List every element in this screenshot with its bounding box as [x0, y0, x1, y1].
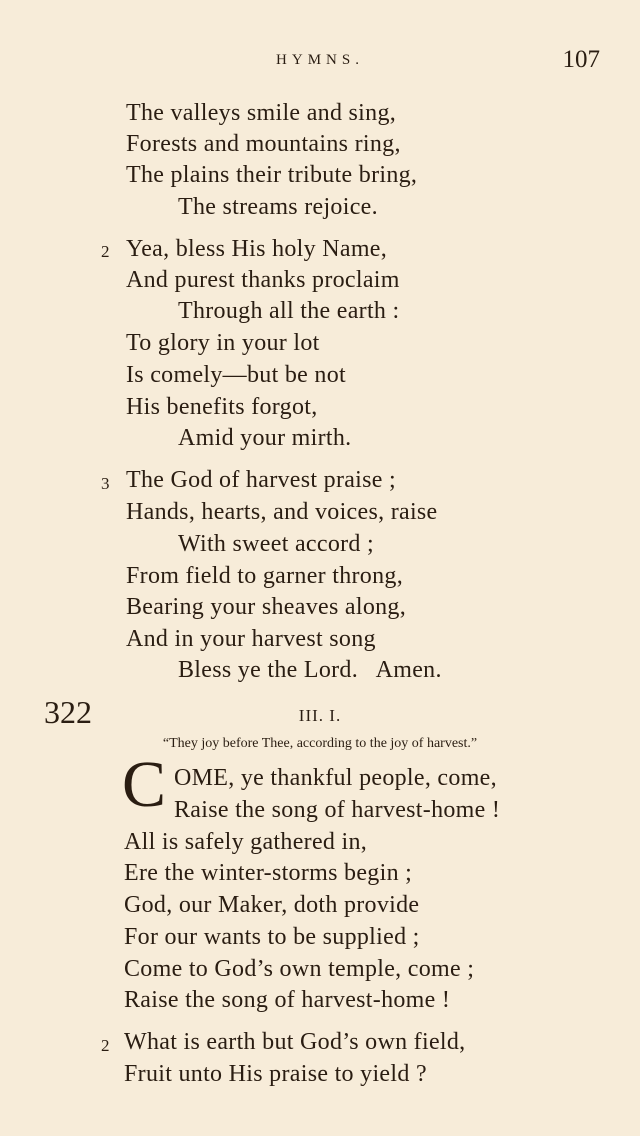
- verse-line: And purest thanks proclaim: [126, 267, 400, 293]
- verse-line: Bearing your sheaves along,: [126, 594, 407, 620]
- tune-meter: III. I.: [298, 706, 342, 725]
- verse-line: To glory in your lot: [126, 330, 320, 356]
- verse-line: Come to God’s own temple, come ;: [124, 956, 475, 982]
- verse-line: Is comely—but be not: [126, 362, 346, 388]
- verse-line: Forests and mountains ring,: [126, 131, 401, 157]
- verse-line: OME, ye thankful people, come,: [174, 765, 497, 791]
- verse-line: Fruit unto His praise to yield ?: [124, 1061, 427, 1087]
- verse-line: Ere the winter-storms begin ;: [124, 860, 413, 886]
- verse-line: All is safely gathered in,: [124, 829, 368, 855]
- verse-number: 2: [101, 1036, 110, 1055]
- drop-cap: C: [122, 748, 167, 821]
- verse-line: The valleys smile and sing,: [126, 100, 397, 126]
- verse-line: Hands, hearts, and voices, raise: [126, 499, 438, 525]
- verse-line: And in your harvest song: [126, 626, 376, 652]
- epigraph: “They joy before Thee, according to the joy of harvest.”: [162, 736, 478, 751]
- verse-line: The plains their tribute bring,: [126, 162, 418, 188]
- hymn-number: 322: [44, 694, 92, 730]
- verse-line: The streams rejoice.: [178, 194, 378, 220]
- verse-line: What is earth but God’s own field,: [124, 1029, 466, 1055]
- verse-line: The God of harvest praise ;: [126, 467, 397, 493]
- verse-line: Amid your mirth.: [178, 425, 352, 451]
- verse-line: God, our Maker, doth provide: [124, 892, 420, 918]
- verse-number: 3: [101, 474, 110, 493]
- verse-line: For our wants to be supplied ;: [124, 924, 420, 950]
- verse-line: Raise the song of harvest-home !: [124, 987, 451, 1013]
- verse-line: Bless ye the Lord. Amen.: [178, 657, 442, 683]
- verse-line: Yea, bless His holy Name,: [126, 236, 388, 262]
- verse-line: From field to garner throng,: [126, 563, 404, 589]
- verse-line: Through all the earth :: [178, 298, 400, 324]
- verse-line: Raise the song of harvest-home !: [174, 797, 501, 823]
- running-head: HYMNS.: [276, 52, 364, 68]
- page-number: 107: [562, 46, 600, 73]
- verse-line: With sweet accord ;: [178, 531, 374, 557]
- verse-number: 2: [101, 242, 110, 261]
- verse-line: His benefits forgot,: [126, 394, 318, 420]
